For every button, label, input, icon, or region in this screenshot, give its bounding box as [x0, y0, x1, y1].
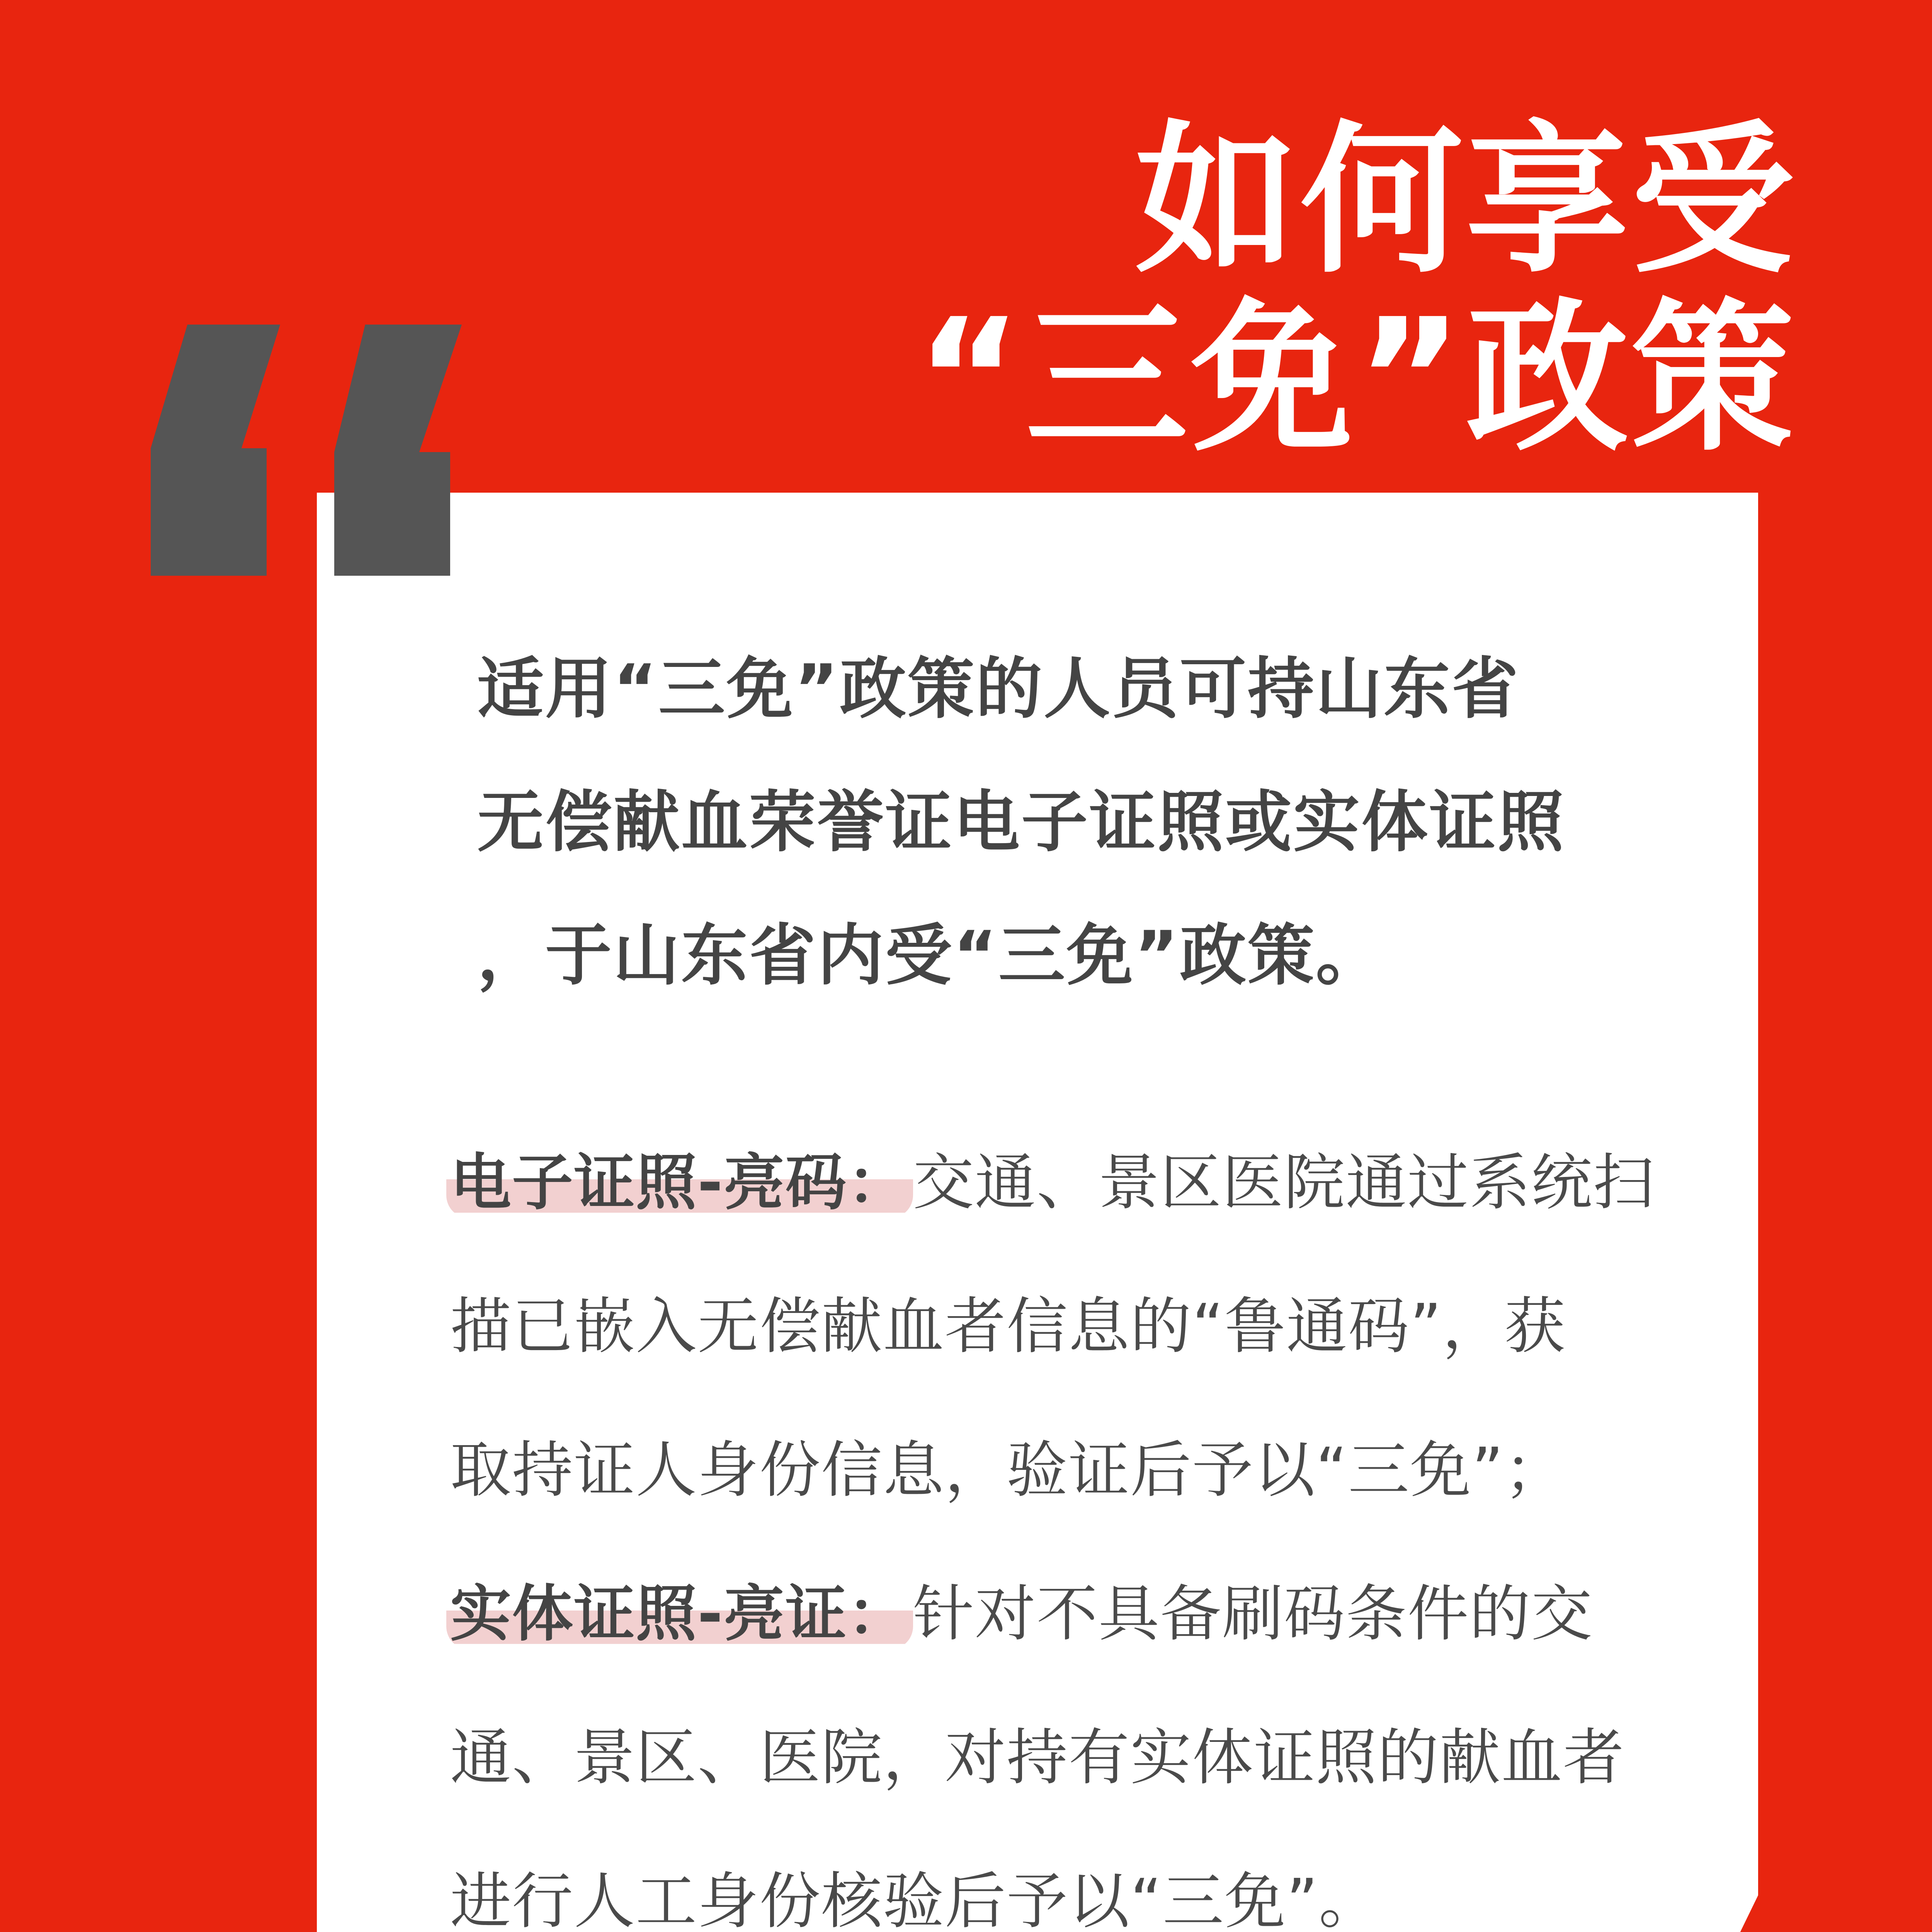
item2-label: 实体证照-亮证： [446, 1578, 913, 1650]
intro-line-2: 无偿献血荣誉证电子证照或实体证照 [477, 783, 1565, 861]
intro-line-3: ，于山东省内受“三免”政策。 [477, 917, 1384, 994]
title-line-2: “三免”政策 [915, 284, 1797, 473]
page-title [915, 106, 1797, 473]
item2-line-2: 通、景区、医院，对持有实体证照的献血者 [450, 1722, 1625, 1793]
title-line-1: 如何享受 [1135, 106, 1797, 295]
item1-line-2: 描已嵌入无偿献血者信息的“鲁通码”，获 [450, 1291, 1566, 1362]
item2-line-1: 针对不具备刷码条件的交 [913, 1578, 1593, 1650]
details-paragraph [450, 1111, 1756, 1932]
item1-label: 电子证照-亮码： [446, 1147, 913, 1218]
intro-line-1: 适用“三免”政策的人员可持山东省 [477, 650, 1520, 728]
item2-first-line [450, 1542, 1756, 1686]
item1-first-line [450, 1111, 1756, 1255]
intro-paragraph [477, 622, 1714, 1022]
item1-line-3: 取持证人身份信息，验证后予以“三免”； [450, 1435, 1566, 1506]
item1-line-1: 交通、景区医院通过系统扫 [913, 1147, 1655, 1218]
item2-line-3: 进行人工身份核验后予以“三免”。 [450, 1866, 1381, 1932]
